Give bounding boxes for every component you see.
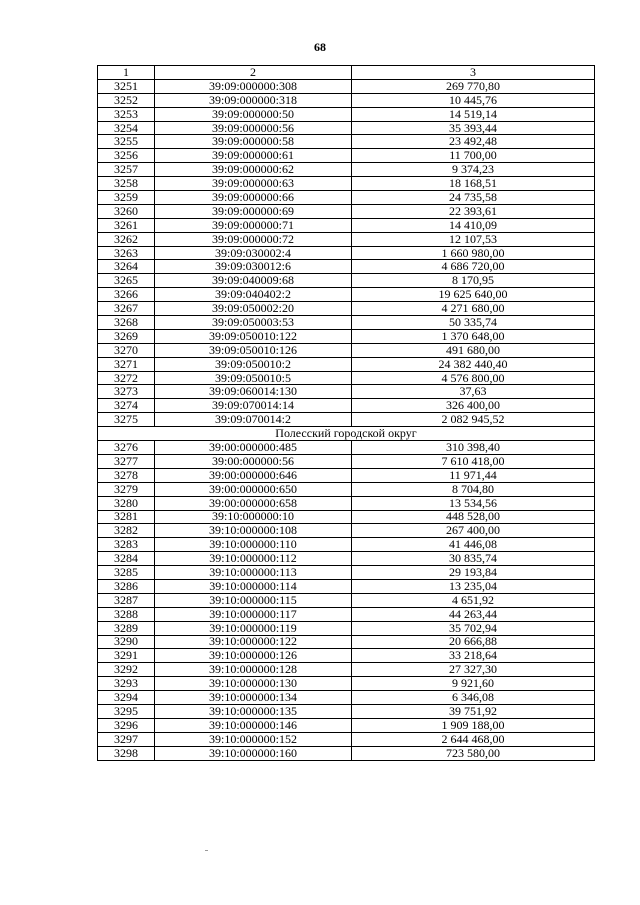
cell-number: 3289 — [98, 621, 155, 635]
cell-cadastral-number: 39:09:040009:68 — [155, 274, 352, 288]
cell-number: 3259 — [98, 191, 155, 205]
table-row — [98, 579, 595, 593]
cell-value: 18 168,51 — [352, 177, 595, 191]
table-row — [98, 149, 595, 163]
cell-number: 3283 — [98, 538, 155, 552]
cell-number: 3286 — [98, 579, 155, 593]
cell-value: 24 735,58 — [352, 191, 595, 205]
cell-number: 3275 — [98, 413, 155, 427]
table-row — [98, 718, 595, 732]
cell-value: 27 327,30 — [352, 663, 595, 677]
cell-cadastral-number: 39:09:060014:130 — [155, 385, 352, 399]
table-row — [98, 566, 595, 580]
cell-value: 12 107,53 — [352, 232, 595, 246]
cell-value: 23 492,48 — [352, 135, 595, 149]
table-row — [98, 677, 595, 691]
cell-value: 41 446,08 — [352, 538, 595, 552]
table-row — [98, 260, 595, 274]
cell-value: 2 082 945,52 — [352, 413, 595, 427]
cell-cadastral-number: 39:10:000000:115 — [155, 593, 352, 607]
table-row — [98, 732, 595, 746]
cell-cadastral-number: 39:09:050010:5 — [155, 371, 352, 385]
cell-number: 3269 — [98, 329, 155, 343]
table-row — [98, 704, 595, 718]
section-header-row — [98, 427, 595, 441]
cell-value: 13 235,04 — [352, 579, 595, 593]
column-header-cadastral-number: 2 — [155, 66, 352, 80]
table-row — [98, 107, 595, 121]
table-row — [98, 663, 595, 677]
table-row — [98, 302, 595, 316]
column-header-number: 1 — [98, 66, 155, 80]
cell-cadastral-number: 39:10:000000:108 — [155, 524, 352, 538]
table-row — [98, 746, 595, 760]
table-row — [98, 163, 595, 177]
cell-value: 14 410,09 — [352, 218, 595, 232]
cell-number: 3261 — [98, 218, 155, 232]
cell-number: 3263 — [98, 246, 155, 260]
table-row — [98, 496, 595, 510]
cell-cadastral-number: 39:10:000000:112 — [155, 552, 352, 566]
cell-value: 4 271 680,00 — [352, 302, 595, 316]
table-row — [98, 135, 595, 149]
cell-cadastral-number: 39:10:000000:122 — [155, 635, 352, 649]
cell-number: 3296 — [98, 718, 155, 732]
cell-cadastral-number: 39:09:000000:318 — [155, 93, 352, 107]
cell-cadastral-number: 39:09:000000:50 — [155, 107, 352, 121]
cell-cadastral-number: 39:09:050010:126 — [155, 343, 352, 357]
section-title: Полесский городской округ — [98, 427, 595, 441]
cell-number: 3262 — [98, 232, 155, 246]
cell-cadastral-number: 39:09:000000:62 — [155, 163, 352, 177]
cell-number: 3252 — [98, 93, 155, 107]
cell-value: 723 580,00 — [352, 746, 595, 760]
cell-number: 3272 — [98, 371, 155, 385]
table-row — [98, 538, 595, 552]
table-row — [98, 468, 595, 482]
cell-number: 3273 — [98, 385, 155, 399]
table-row — [98, 93, 595, 107]
cell-value: 1 370 648,00 — [352, 329, 595, 343]
cell-cadastral-number: 39:09:070014:2 — [155, 413, 352, 427]
column-header-value: 3 — [352, 66, 595, 80]
table-row — [98, 691, 595, 705]
table-row — [98, 371, 595, 385]
table-row — [98, 621, 595, 635]
scan-speck — [205, 850, 208, 851]
cell-number: 3251 — [98, 79, 155, 93]
cell-cadastral-number: 39:09:050010:2 — [155, 357, 352, 371]
table-row — [98, 593, 595, 607]
cell-value: 13 534,56 — [352, 496, 595, 510]
cell-value: 4 576 800,00 — [352, 371, 595, 385]
table-row — [98, 441, 595, 455]
cell-number: 3292 — [98, 663, 155, 677]
cell-value: 491 680,00 — [352, 343, 595, 357]
page-number: 68 — [314, 40, 326, 54]
cell-number: 3264 — [98, 260, 155, 274]
cell-cadastral-number: 39:09:000000:308 — [155, 79, 352, 93]
cadastral-value-table — [97, 65, 595, 761]
cell-cadastral-number: 39:00:000000:646 — [155, 468, 352, 482]
table-header — [98, 66, 595, 80]
cell-value: 35 702,94 — [352, 621, 595, 635]
cell-cadastral-number: 39:09:040402:2 — [155, 288, 352, 302]
cell-number: 3255 — [98, 135, 155, 149]
cell-cadastral-number: 39:09:050010:122 — [155, 329, 352, 343]
cell-value: 10 445,76 — [352, 93, 595, 107]
table-row — [98, 524, 595, 538]
cell-number: 3288 — [98, 607, 155, 621]
cell-cadastral-number: 39:10:000000:135 — [155, 704, 352, 718]
cell-number: 3253 — [98, 107, 155, 121]
cell-number: 3282 — [98, 524, 155, 538]
table-row — [98, 482, 595, 496]
cell-number: 3266 — [98, 288, 155, 302]
cell-cadastral-number: 39:09:050003:53 — [155, 316, 352, 330]
cell-cadastral-number: 39:09:000000:71 — [155, 218, 352, 232]
cell-cadastral-number: 39:09:030012:6 — [155, 260, 352, 274]
table-row — [98, 274, 595, 288]
cell-value: 11 700,00 — [352, 149, 595, 163]
cell-value: 33 218,64 — [352, 649, 595, 663]
cell-number: 3258 — [98, 177, 155, 191]
cell-value: 1 909 188,00 — [352, 718, 595, 732]
cell-value: 1 660 980,00 — [352, 246, 595, 260]
cell-cadastral-number: 39:00:000000:485 — [155, 441, 352, 455]
table-row — [98, 79, 595, 93]
table-row — [98, 121, 595, 135]
cell-number: 3260 — [98, 204, 155, 218]
cell-value: 37,63 — [352, 385, 595, 399]
table-body-before-section — [98, 79, 595, 426]
cell-number: 3287 — [98, 593, 155, 607]
cell-number: 3279 — [98, 482, 155, 496]
cell-number: 3290 — [98, 635, 155, 649]
cell-number: 3268 — [98, 316, 155, 330]
cell-number: 3276 — [98, 441, 155, 455]
table-row — [98, 413, 595, 427]
table-row — [98, 232, 595, 246]
cell-value: 7 610 418,00 — [352, 454, 595, 468]
cell-cadastral-number: 39:10:000000:114 — [155, 579, 352, 593]
cell-value: 2 644 468,00 — [352, 732, 595, 746]
cell-cadastral-number: 39:09:000000:61 — [155, 149, 352, 163]
cell-cadastral-number: 39:10:000000:126 — [155, 649, 352, 663]
cell-number: 3278 — [98, 468, 155, 482]
cell-value: 326 400,00 — [352, 399, 595, 413]
cell-number: 3293 — [98, 677, 155, 691]
cell-value: 8 704,80 — [352, 482, 595, 496]
cell-cadastral-number: 39:00:000000:650 — [155, 482, 352, 496]
cell-value: 8 170,95 — [352, 274, 595, 288]
cell-value: 29 193,84 — [352, 566, 595, 580]
cell-value: 269 770,80 — [352, 79, 595, 93]
cell-cadastral-number: 39:09:000000:69 — [155, 204, 352, 218]
table-row — [98, 552, 595, 566]
table-row — [98, 246, 595, 260]
cell-number: 3280 — [98, 496, 155, 510]
cell-number: 3267 — [98, 302, 155, 316]
table-row — [98, 191, 595, 205]
cell-value: 11 971,44 — [352, 468, 595, 482]
cell-value: 14 519,14 — [352, 107, 595, 121]
table-row — [98, 288, 595, 302]
section-header — [98, 427, 595, 441]
table-row — [98, 649, 595, 663]
cell-cadastral-number: 39:09:000000:58 — [155, 135, 352, 149]
table-row — [98, 177, 595, 191]
table-row — [98, 635, 595, 649]
cell-cadastral-number: 39:09:000000:72 — [155, 232, 352, 246]
cell-value: 448 528,00 — [352, 510, 595, 524]
cell-cadastral-number: 39:10:000000:10 — [155, 510, 352, 524]
cell-value: 9 921,60 — [352, 677, 595, 691]
cell-number: 3270 — [98, 343, 155, 357]
table-header-row — [98, 66, 595, 80]
table-row — [98, 510, 595, 524]
cell-cadastral-number: 39:10:000000:117 — [155, 607, 352, 621]
cell-number: 3271 — [98, 357, 155, 371]
cell-value: 22 393,61 — [352, 204, 595, 218]
cell-cadastral-number: 39:10:000000:160 — [155, 746, 352, 760]
cell-number: 3284 — [98, 552, 155, 566]
cell-value: 35 393,44 — [352, 121, 595, 135]
table-body-after-section — [98, 441, 595, 760]
table-row — [98, 218, 595, 232]
cell-number: 3297 — [98, 732, 155, 746]
cell-number: 3285 — [98, 566, 155, 580]
table-row — [98, 399, 595, 413]
cell-cadastral-number: 39:00:000000:658 — [155, 496, 352, 510]
table-row — [98, 343, 595, 357]
cell-cadastral-number: 39:00:000000:56 — [155, 454, 352, 468]
cell-cadastral-number: 39:10:000000:134 — [155, 691, 352, 705]
cell-cadastral-number: 39:10:000000:152 — [155, 732, 352, 746]
cell-number: 3277 — [98, 454, 155, 468]
cell-value: 4 686 720,00 — [352, 260, 595, 274]
cell-number: 3274 — [98, 399, 155, 413]
cell-number: 3281 — [98, 510, 155, 524]
table-row — [98, 204, 595, 218]
table-row — [98, 607, 595, 621]
cell-number: 3298 — [98, 746, 155, 760]
cell-cadastral-number: 39:10:000000:110 — [155, 538, 352, 552]
cell-value: 30 835,74 — [352, 552, 595, 566]
cell-cadastral-number: 39:09:000000:56 — [155, 121, 352, 135]
cell-cadastral-number: 39:10:000000:130 — [155, 677, 352, 691]
cell-cadastral-number: 39:10:000000:113 — [155, 566, 352, 580]
cell-number: 3295 — [98, 704, 155, 718]
cell-number: 3294 — [98, 691, 155, 705]
table-row — [98, 454, 595, 468]
cell-value: 44 263,44 — [352, 607, 595, 621]
cell-value: 50 335,74 — [352, 316, 595, 330]
table-row — [98, 329, 595, 343]
cell-number: 3256 — [98, 149, 155, 163]
cell-cadastral-number: 39:09:050002:20 — [155, 302, 352, 316]
table-row — [98, 357, 595, 371]
cell-value: 267 400,00 — [352, 524, 595, 538]
cell-value: 19 625 640,00 — [352, 288, 595, 302]
cell-cadastral-number: 39:09:000000:63 — [155, 177, 352, 191]
cell-number: 3254 — [98, 121, 155, 135]
cell-value: 310 398,40 — [352, 441, 595, 455]
cell-value: 4 651,92 — [352, 593, 595, 607]
cell-number: 3265 — [98, 274, 155, 288]
cell-number: 3257 — [98, 163, 155, 177]
table-row — [98, 385, 595, 399]
cell-cadastral-number: 39:10:000000:146 — [155, 718, 352, 732]
cell-cadastral-number: 39:09:070014:14 — [155, 399, 352, 413]
cell-value: 6 346,08 — [352, 691, 595, 705]
cell-value: 20 666,88 — [352, 635, 595, 649]
cell-number: 3291 — [98, 649, 155, 663]
cell-value: 24 382 440,40 — [352, 357, 595, 371]
cell-cadastral-number: 39:10:000000:119 — [155, 621, 352, 635]
cell-cadastral-number: 39:09:000000:66 — [155, 191, 352, 205]
cell-cadastral-number: 39:09:030002:4 — [155, 246, 352, 260]
cell-value: 39 751,92 — [352, 704, 595, 718]
cell-cadastral-number: 39:10:000000:128 — [155, 663, 352, 677]
cell-value: 9 374,23 — [352, 163, 595, 177]
table-row — [98, 316, 595, 330]
